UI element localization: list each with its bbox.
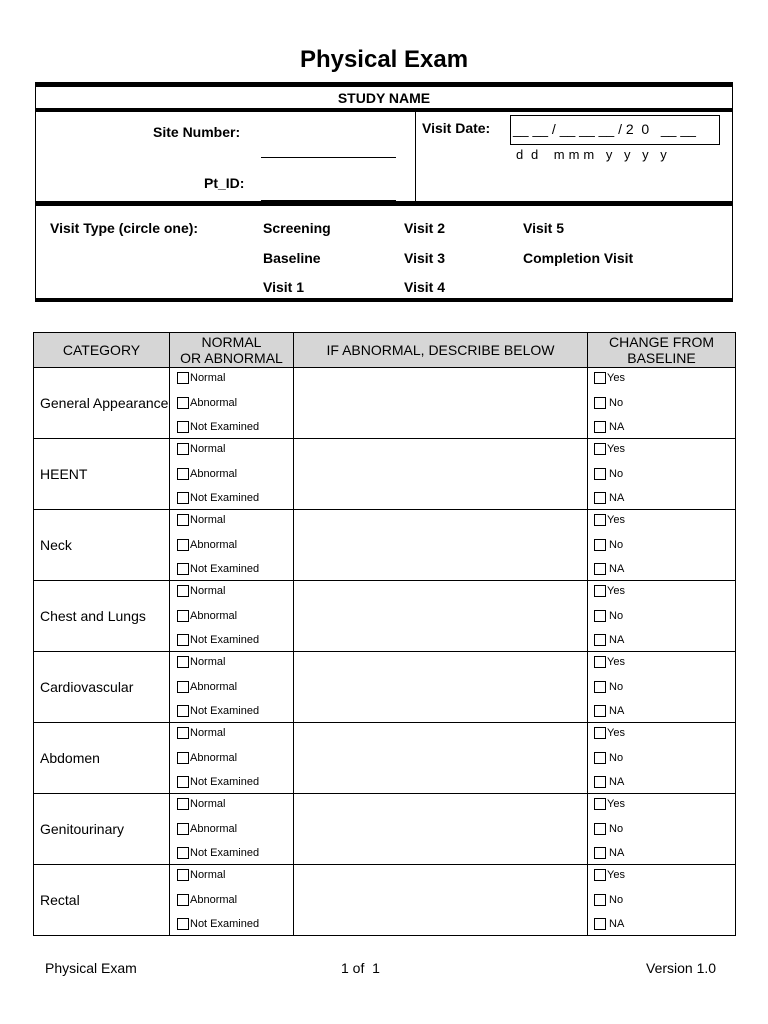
- change-cell: [588, 581, 736, 652]
- status-option-label: Normal: [190, 727, 226, 739]
- status-option-normal[interactable]: [177, 725, 293, 741]
- status-option-label: Normal: [190, 656, 226, 668]
- status-option-label: Abnormal: [190, 609, 238, 622]
- checkbox[interactable]: [177, 492, 189, 504]
- pt-id-field[interactable]: [261, 200, 396, 201]
- status-option-abnormal[interactable]: [177, 466, 293, 482]
- visit-type-label: Visit Type (circle one):: [50, 220, 199, 236]
- checkbox[interactable]: [594, 634, 606, 646]
- visit-option-visit-3[interactable]: Visit 3: [404, 250, 445, 266]
- pt-id-label: Pt_ID:: [204, 175, 245, 191]
- change-option-na[interactable]: [594, 774, 735, 790]
- checkbox[interactable]: [177, 421, 189, 433]
- change-option-label: Yes: [607, 514, 625, 526]
- status-option-label: Not Examined: [190, 492, 260, 504]
- status-option-normal[interactable]: [177, 867, 293, 883]
- status-option-abnormal[interactable]: [177, 608, 293, 624]
- status-option-abnormal[interactable]: [177, 395, 293, 411]
- visit-date-field[interactable]: [510, 115, 720, 145]
- checkbox[interactable]: [177, 443, 189, 455]
- visit-option-visit-2[interactable]: Visit 2: [404, 220, 445, 236]
- visit-option-visit-4[interactable]: Visit 4: [404, 279, 445, 295]
- checkbox[interactable]: [594, 727, 606, 739]
- checkbox[interactable]: [177, 847, 189, 859]
- change-option-label: No: [609, 467, 624, 480]
- header-normal: [170, 333, 294, 368]
- checkbox[interactable]: [177, 563, 189, 575]
- table-row: [34, 652, 736, 723]
- site-divider: [415, 112, 416, 201]
- change-option-label: No: [609, 822, 624, 835]
- checkbox[interactable]: [177, 776, 189, 788]
- status-option-label: Normal: [190, 798, 226, 810]
- change-option-label: Yes: [607, 372, 625, 384]
- table-header-row: [34, 333, 736, 368]
- checkbox[interactable]: [594, 397, 606, 409]
- status-option-label: Abnormal: [190, 467, 238, 480]
- status-option-normal[interactable]: [177, 512, 293, 528]
- status-option-normal[interactable]: [177, 796, 293, 812]
- header-category: CATEGORY: [34, 333, 170, 368]
- visit-option-visit-1[interactable]: Visit 1: [263, 279, 304, 295]
- checkbox[interactable]: [177, 918, 189, 930]
- footer-title: Physical Exam: [45, 960, 137, 976]
- site-number-field[interactable]: [261, 157, 396, 158]
- change-option-label: NA: [609, 705, 625, 717]
- checkbox[interactable]: [594, 539, 606, 551]
- status-option-normal[interactable]: [177, 370, 293, 386]
- change-option-label: Yes: [607, 869, 625, 881]
- header-change-line1: CHANGE FROM: [609, 334, 714, 350]
- change-option-label: No: [609, 751, 624, 764]
- change-option-label: NA: [609, 563, 625, 575]
- visit-option-screening[interactable]: Screening: [263, 220, 331, 236]
- status-option-abnormal[interactable]: [177, 537, 293, 553]
- checkbox[interactable]: [594, 823, 606, 835]
- visit-date-label: Visit Date:: [422, 120, 491, 136]
- checkbox[interactable]: [594, 752, 606, 764]
- checkbox[interactable]: [177, 869, 189, 881]
- change-option-na[interactable]: [594, 561, 735, 577]
- table-row: [34, 510, 736, 581]
- status-option-label: Not Examined: [190, 776, 260, 788]
- change-option-na[interactable]: [594, 703, 735, 719]
- status-option-abnormal[interactable]: [177, 892, 293, 908]
- checkbox[interactable]: [594, 894, 606, 906]
- describe-field[interactable]: [294, 510, 588, 581]
- table-row: [34, 723, 736, 794]
- category-rectal: Rectal: [34, 865, 170, 936]
- status-cell: [170, 794, 294, 865]
- status-option-abnormal[interactable]: [177, 821, 293, 837]
- change-option-label: NA: [609, 847, 625, 859]
- visit-date-format: d d m m m y y y y: [516, 147, 667, 162]
- exam-table: [33, 332, 736, 936]
- status-option-label: Abnormal: [190, 822, 238, 835]
- header-normal-line1: NORMAL: [201, 334, 262, 350]
- status-cell: [170, 368, 294, 439]
- header-describe: IF ABNORMAL, DESCRIBE BELOW: [294, 333, 588, 368]
- visit-date-value: __ __ / __ __ __ / 2 0 __ __: [513, 121, 696, 137]
- change-option-label: NA: [609, 492, 625, 504]
- checkbox[interactable]: [594, 563, 606, 575]
- change-option-no[interactable]: [594, 679, 735, 695]
- describe-field[interactable]: [294, 794, 588, 865]
- header-change-line2: BASELINE: [627, 350, 696, 366]
- change-cell: [588, 652, 736, 723]
- status-option-label: Normal: [190, 443, 226, 455]
- change-option-no[interactable]: [594, 821, 735, 837]
- category-chest-and-lungs: Chest and Lungs: [34, 581, 170, 652]
- status-option-abnormal[interactable]: [177, 679, 293, 695]
- table-row: [34, 794, 736, 865]
- change-option-na[interactable]: [594, 916, 735, 932]
- footer-page: 1 of 1: [341, 960, 380, 976]
- checkbox[interactable]: [594, 610, 606, 622]
- checkbox[interactable]: [177, 752, 189, 764]
- checkbox[interactable]: [594, 372, 606, 384]
- category-cardiovascular: Cardiovascular: [34, 652, 170, 723]
- category-heent: HEENT: [34, 439, 170, 510]
- change-option-label: NA: [609, 918, 625, 930]
- status-option-label: Not Examined: [190, 421, 260, 433]
- status-option-abnormal[interactable]: [177, 750, 293, 766]
- change-option-label: NA: [609, 634, 625, 646]
- header-normal-line2: OR ABNORMAL: [180, 350, 283, 366]
- status-cell: [170, 723, 294, 794]
- status-option-label: Normal: [190, 514, 226, 526]
- describe-field[interactable]: [294, 439, 588, 510]
- change-option-na[interactable]: [594, 845, 735, 861]
- change-option-no[interactable]: [594, 892, 735, 908]
- status-cell: [170, 439, 294, 510]
- change-option-yes[interactable]: [594, 654, 735, 670]
- change-cell: [588, 794, 736, 865]
- checkbox[interactable]: [177, 468, 189, 480]
- site-number-label: Site Number:: [153, 124, 241, 140]
- status-option-not-examined[interactable]: [177, 561, 293, 577]
- visit-option-visit-5[interactable]: Visit 5: [523, 220, 564, 236]
- change-option-label: NA: [609, 776, 625, 788]
- change-option-label: Yes: [607, 443, 625, 455]
- change-option-label: No: [609, 893, 624, 906]
- change-option-no[interactable]: [594, 466, 735, 482]
- checkbox[interactable]: [594, 514, 606, 526]
- change-option-yes[interactable]: [594, 725, 735, 741]
- change-option-label: Yes: [607, 798, 625, 810]
- change-option-na[interactable]: [594, 490, 735, 506]
- study-name: STUDY NAME: [35, 82, 733, 112]
- checkbox[interactable]: [177, 823, 189, 835]
- checkbox[interactable]: [177, 610, 189, 622]
- describe-field[interactable]: [294, 652, 588, 723]
- checkbox[interactable]: [594, 918, 606, 930]
- status-option-label: Not Examined: [190, 563, 260, 575]
- change-option-yes[interactable]: [594, 512, 735, 528]
- checkbox[interactable]: [177, 539, 189, 551]
- checkbox[interactable]: [177, 372, 189, 384]
- status-option-label: Not Examined: [190, 847, 260, 859]
- checkbox[interactable]: [177, 656, 189, 668]
- status-option-label: Not Examined: [190, 634, 260, 646]
- change-option-na[interactable]: [594, 419, 735, 435]
- category-genitourinary: Genitourinary: [34, 794, 170, 865]
- site-section: [35, 112, 733, 206]
- visit-option-baseline[interactable]: Baseline: [263, 250, 321, 266]
- status-option-not-examined[interactable]: [177, 490, 293, 506]
- status-option-normal[interactable]: [177, 583, 293, 599]
- checkbox[interactable]: [594, 585, 606, 597]
- table-row: [34, 581, 736, 652]
- status-option-label: Normal: [190, 869, 226, 881]
- change-option-no[interactable]: [594, 395, 735, 411]
- checkbox[interactable]: [594, 847, 606, 859]
- status-option-not-examined[interactable]: [177, 845, 293, 861]
- footer-version: Version 1.0: [646, 960, 717, 976]
- change-option-no[interactable]: [594, 608, 735, 624]
- change-cell: [588, 865, 736, 936]
- change-option-label: No: [609, 396, 624, 409]
- checkbox[interactable]: [594, 443, 606, 455]
- status-option-not-examined[interactable]: [177, 419, 293, 435]
- change-option-no[interactable]: [594, 537, 735, 553]
- checkbox[interactable]: [594, 869, 606, 881]
- status-option-not-examined[interactable]: [177, 703, 293, 719]
- describe-field[interactable]: [294, 723, 588, 794]
- status-option-not-examined[interactable]: [177, 774, 293, 790]
- change-cell: [588, 510, 736, 581]
- checkbox[interactable]: [594, 492, 606, 504]
- change-option-label: Yes: [607, 656, 625, 668]
- change-option-label: Yes: [607, 585, 625, 597]
- category-general-appearance: General Appearance: [34, 368, 170, 439]
- checkbox[interactable]: [177, 514, 189, 526]
- checkbox[interactable]: [594, 798, 606, 810]
- checkbox[interactable]: [594, 776, 606, 788]
- category-abdomen: Abdomen: [34, 723, 170, 794]
- checkbox[interactable]: [177, 894, 189, 906]
- change-option-label: No: [609, 680, 624, 693]
- status-option-not-examined[interactable]: [177, 916, 293, 932]
- describe-field[interactable]: [294, 368, 588, 439]
- checkbox[interactable]: [177, 634, 189, 646]
- change-option-yes[interactable]: [594, 441, 735, 457]
- change-option-yes[interactable]: [594, 867, 735, 883]
- change-option-na[interactable]: [594, 632, 735, 648]
- change-option-label: NA: [609, 421, 625, 433]
- checkbox[interactable]: [594, 705, 606, 717]
- checkbox[interactable]: [177, 705, 189, 717]
- category-neck: Neck: [34, 510, 170, 581]
- table-row: [34, 439, 736, 510]
- change-cell: [588, 368, 736, 439]
- change-cell: [588, 439, 736, 510]
- change-option-no[interactable]: [594, 750, 735, 766]
- visit-type-section: [35, 206, 733, 302]
- describe-field[interactable]: [294, 865, 588, 936]
- status-option-label: Not Examined: [190, 705, 260, 717]
- table-row: [34, 865, 736, 936]
- checkbox[interactable]: [177, 681, 189, 693]
- header-change: [588, 333, 736, 368]
- checkbox[interactable]: [177, 397, 189, 409]
- checkbox[interactable]: [594, 681, 606, 693]
- status-cell: [170, 652, 294, 723]
- status-cell: [170, 865, 294, 936]
- change-option-label: No: [609, 609, 624, 622]
- checkbox[interactable]: [594, 421, 606, 433]
- status-option-label: Abnormal: [190, 680, 238, 693]
- status-cell: [170, 581, 294, 652]
- checkbox[interactable]: [177, 585, 189, 597]
- change-option-label: No: [609, 538, 624, 551]
- status-option-label: Abnormal: [190, 396, 238, 409]
- checkbox[interactable]: [594, 468, 606, 480]
- status-option-label: Not Examined: [190, 918, 260, 930]
- status-option-label: Abnormal: [190, 538, 238, 551]
- describe-field[interactable]: [294, 581, 588, 652]
- page-title: Physical Exam: [299, 46, 469, 73]
- visit-option-completion[interactable]: Completion Visit: [523, 250, 634, 266]
- status-option-label: Normal: [190, 372, 226, 384]
- checkbox[interactable]: [177, 798, 189, 810]
- change-cell: [588, 723, 736, 794]
- change-option-yes[interactable]: [594, 583, 735, 599]
- change-option-yes[interactable]: [594, 370, 735, 386]
- status-option-label: Abnormal: [190, 893, 238, 906]
- checkbox[interactable]: [594, 656, 606, 668]
- status-option-label: Abnormal: [190, 751, 238, 764]
- status-option-label: Normal: [190, 585, 226, 597]
- change-option-label: Yes: [607, 727, 625, 739]
- change-option-yes[interactable]: [594, 796, 735, 812]
- status-option-normal[interactable]: [177, 654, 293, 670]
- status-cell: [170, 510, 294, 581]
- status-option-not-examined[interactable]: [177, 632, 293, 648]
- checkbox[interactable]: [177, 727, 189, 739]
- status-option-normal[interactable]: [177, 441, 293, 457]
- table-row: [34, 368, 736, 439]
